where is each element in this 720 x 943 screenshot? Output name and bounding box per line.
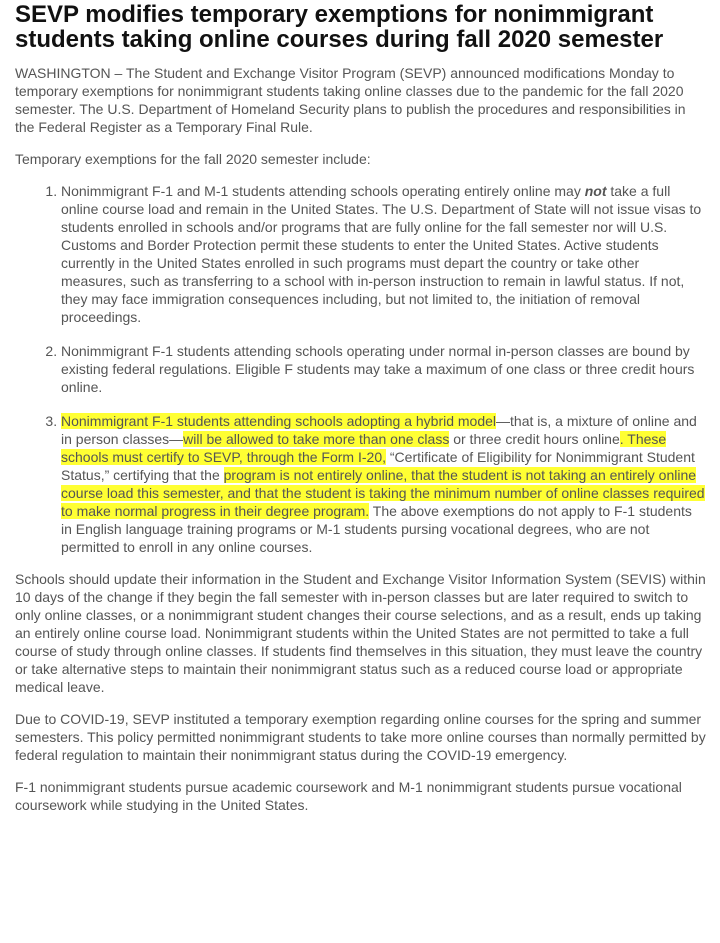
highlight-1: Nonimmigrant F-1 students attending schools adopting a hybrid model	[61, 413, 497, 429]
f1-m1-paragraph: F-1 nonimmigrant students pursue academic coursework and M-1 nonimmigrant students pursue vocational coursework while studying in the United States.	[15, 779, 682, 813]
list-item	[61, 412, 706, 556]
list-intro: Temporary exemptions for the fall 2020 semester include:	[15, 151, 371, 167]
highlight-4: program is not entirely online, that the student is not taking an entirely online course load this semester, and that the student is taking the minimum number of online classes required to make normal progress in their degree program.	[61, 467, 705, 519]
item1-before: Nonimmigrant F-1 and M-1 students attending schools operating entirely online may	[61, 183, 585, 199]
item3-text-4: The above exemptions do not apply to F-1 students in English language training programs or M-1 students pursing vocational degrees, who are not permitted to enroll in any online courses.	[61, 503, 692, 555]
covid-paragraph: Due to COVID-19, SEVP instituted a temporary exemption regarding online courses for the spring and summer semesters. This policy permitted nonimmigrant students to take more online courses than normally permitted by federal regulation to maintain their nonimmigrant status during the COVID-19 emergency.	[15, 711, 706, 763]
intro-paragraph: WASHINGTON – The Student and Exchange Visitor Program (SEVP) announced modifications Monday to temporary exemptions for nonimmigrant students taking online classes due to the pandemic for the fall 2020 semester. The U.S. Department of Homeland Security plans to publish the procedures and responsibilities in the Federal Register as a Temporary Final Rule.	[15, 65, 686, 135]
sevis-paragraph: Schools should update their information in the Student and Exchange Visitor Information System (SEVIS) within 10 days of the change if they begin the fall semester with in-person classes but are later required to switch to only online classes, or a nonimmigrant student changes their course selections, and as a result, ends up taking an entirely online course load. Nonimmigrant students within the United States are not permitted to take a full course of study through online classes. If students find themselves in this situation, they must leave the country or take alternative steps to maintain their nonimmigrant status such as a reduced course load or appropriate medical leave.	[15, 571, 706, 695]
item3-text-2: or three credit hours online	[449, 431, 620, 447]
item1-after: take a full online course load and remain in the United States. The U.S. Department of State will not issue visas to students enrolled in schools and/or programs that are fully online for the fall semester nor will U.S. Customs and Border Protection permit these students to enter the United States. Active students currently in the United States enrolled in such programs must depart the country or take other measures, such as transferring to a school with in-person instruction to remain in lawful status. If not, they may face immigration consequences including, but not limited to, the initiation of removal proceedings.	[61, 183, 702, 325]
highlight-2: will be allowed to take more than one class	[183, 431, 450, 447]
highlight-3: . These schools must certify to SEVP, through the Form I-20,	[61, 431, 667, 465]
list-item: 2. Nonimmigrant F-1 students attending schools operating under normal in-person classes are bound by existing federal regulations. Eligible F students may take a maximum of one class or three credit hours online.	[61, 342, 706, 396]
item1-emphasis: not	[584, 183, 607, 199]
item3-text-1: —that is, a mixture of online and in person classes—	[61, 413, 697, 447]
page-title: SEVP modifies temporary exemptions for nonimmigrant students taking online courses during fall 2020 semester	[15, 1, 664, 53]
list-item	[61, 182, 706, 326]
item3-text-3: “Certificate of Eligibility for Nonimmigrant Student Status,” certifying that the	[61, 449, 695, 483]
exemptions-list	[15, 182, 706, 556]
